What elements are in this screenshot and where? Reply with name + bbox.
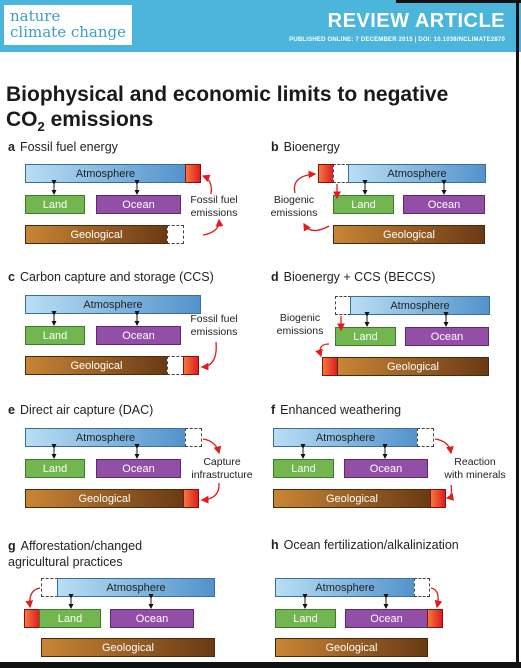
panel-a-title: Fossil fuel energy [19, 140, 118, 154]
geological-box: Geological [25, 356, 168, 375]
ocean-box: Ocean [344, 459, 428, 478]
panel-a [8, 140, 263, 260]
land-box: Land [25, 459, 85, 478]
geological-box: Geological [41, 638, 215, 657]
panel-c-title: Carbon capture and storage (CCS) [19, 270, 214, 284]
ocean-box: Ocean [403, 195, 485, 214]
panel-b-label [271, 140, 340, 154]
panel-c [8, 270, 263, 390]
publication-info [289, 37, 505, 43]
removed-carbon [41, 578, 58, 597]
ocean-box: Ocean [110, 609, 194, 628]
removed-carbon [417, 428, 434, 447]
land-box: Land [275, 609, 336, 628]
emission-block [318, 164, 334, 183]
note-line-2: emissions [190, 326, 238, 338]
panel-d-title: Bioenergy + CCS (BECCS) [283, 270, 436, 284]
title-subscript: 2 [37, 119, 45, 135]
panel-b-title: Bioenergy [283, 140, 340, 154]
info-separator: | [414, 37, 419, 43]
journal-header [0, 0, 521, 52]
panel-d-label [271, 270, 435, 284]
page-edge-bottom [0, 662, 521, 668]
note-line-1: Capture [203, 456, 241, 468]
panel-d [271, 270, 521, 390]
title-emissions: emissions [44, 108, 154, 131]
panel-c-note [184, 313, 244, 339]
panel-f-letter: f [271, 403, 276, 417]
logo-line-2: climate change [10, 23, 126, 41]
panel-e [8, 403, 263, 523]
panel-b-letter: b [271, 140, 279, 154]
note-line-1: Fossil fuel [190, 313, 238, 325]
atmosphere-box: Atmosphere [273, 428, 418, 447]
journal-logo [4, 5, 132, 45]
atmosphere-box: Atmosphere [57, 578, 215, 597]
depleted-reservoir [167, 225, 184, 244]
ocean-box: Ocean [96, 326, 181, 345]
land-box: Land [333, 195, 394, 214]
atmosphere-box: Atmosphere [25, 164, 186, 183]
panel-b-note [263, 194, 325, 220]
stored-carbon [183, 356, 199, 375]
atmosphere-box: Atmosphere [275, 578, 415, 597]
panel-a-note [184, 194, 244, 220]
panel-g-title-line-1: Afforestation/changed [20, 539, 143, 553]
geological-box: Geological [25, 489, 184, 508]
ocean-box: Ocean [405, 327, 489, 346]
depleted-reservoir [167, 356, 184, 375]
article-title [6, 82, 506, 139]
geological-box: Geological [25, 225, 168, 244]
panel-e-title: Direct air capture (DAC) [19, 403, 154, 417]
panel-b [271, 140, 521, 260]
ocean-box: Ocean [96, 459, 181, 478]
atmosphere-box: Atmosphere [25, 428, 186, 447]
panel-h-letter: h [271, 538, 279, 552]
uptake-gap [335, 296, 351, 315]
logo-line-1: nature [10, 7, 61, 25]
panel-g-letter: g [8, 539, 16, 553]
removed-carbon [185, 428, 202, 447]
atmosphere-box: Atmosphere [348, 164, 486, 183]
doi: DOI: 10.1038/NCLIMATE2870 [418, 37, 505, 43]
panel-h [271, 538, 521, 658]
land-box: Land [273, 459, 334, 478]
stored-carbon [427, 609, 443, 628]
geological-box: Geological [337, 357, 489, 376]
panel-g [8, 538, 263, 658]
panel-e-note [184, 456, 260, 482]
emission-block [185, 164, 201, 183]
panel-e-letter: e [8, 403, 15, 417]
note-line-2: with minerals [444, 469, 506, 481]
note-line-2: emissions [270, 207, 318, 219]
land-box: Land [335, 327, 396, 346]
panel-g-label [8, 538, 142, 570]
note-line-1: Biogenic [273, 194, 315, 206]
title-line-1: Biophysical and economic limits to negative [6, 83, 449, 106]
ocean-box: Ocean [96, 195, 181, 214]
panel-g-title-line-2: agricultural practices [8, 555, 123, 569]
atmosphere-box: Atmosphere [350, 296, 490, 315]
note-line-2: emissions [276, 325, 324, 337]
published-date: PUBLISHED ONLINE: 7 DECEMBER 2015 [289, 37, 413, 43]
note-line-1: Fossil fuel [190, 194, 238, 206]
atmosphere-box: Atmosphere [25, 295, 201, 314]
land-box: Land [25, 326, 85, 345]
ocean-box: Ocean [345, 609, 428, 628]
header-top-rule [396, 0, 521, 3]
panel-f-note [437, 456, 513, 482]
land-box: Land [25, 195, 85, 214]
stored-carbon [24, 609, 40, 628]
panel-f-title: Enhanced weathering [280, 403, 402, 417]
stored-carbon [183, 489, 199, 508]
panel-h-label [271, 538, 459, 552]
geological-box: Geological [275, 638, 428, 657]
removed-carbon [414, 578, 430, 597]
title-line-2 [6, 107, 506, 139]
panel-a-label [8, 140, 118, 154]
land-box: Land [39, 609, 101, 628]
page-edge-right [516, 0, 519, 668]
note-line-1: Biogenic [279, 312, 321, 324]
stored-carbon [430, 489, 446, 508]
stored-carbon [322, 357, 338, 376]
geological-box: Geological [333, 225, 485, 244]
article-type: REVIEW ARTICLE [327, 10, 505, 32]
panel-f [271, 403, 521, 523]
panel-h-title: Ocean fertilization/alkalinization [283, 538, 459, 552]
panel-a-letter: a [8, 140, 15, 154]
note-line-1: Reaction [454, 456, 496, 468]
note-line-2: infrastructure [191, 469, 253, 481]
panel-c-label [8, 270, 214, 284]
panel-f-label [271, 403, 401, 417]
uptake-gap [333, 164, 349, 183]
panel-d-letter: d [271, 270, 279, 284]
panel-d-note [269, 312, 331, 338]
note-line-2: emissions [190, 207, 238, 219]
title-co: CO [6, 108, 38, 131]
panel-c-letter: c [8, 270, 15, 284]
geological-box: Geological [273, 489, 431, 508]
panel-e-label [8, 403, 153, 417]
